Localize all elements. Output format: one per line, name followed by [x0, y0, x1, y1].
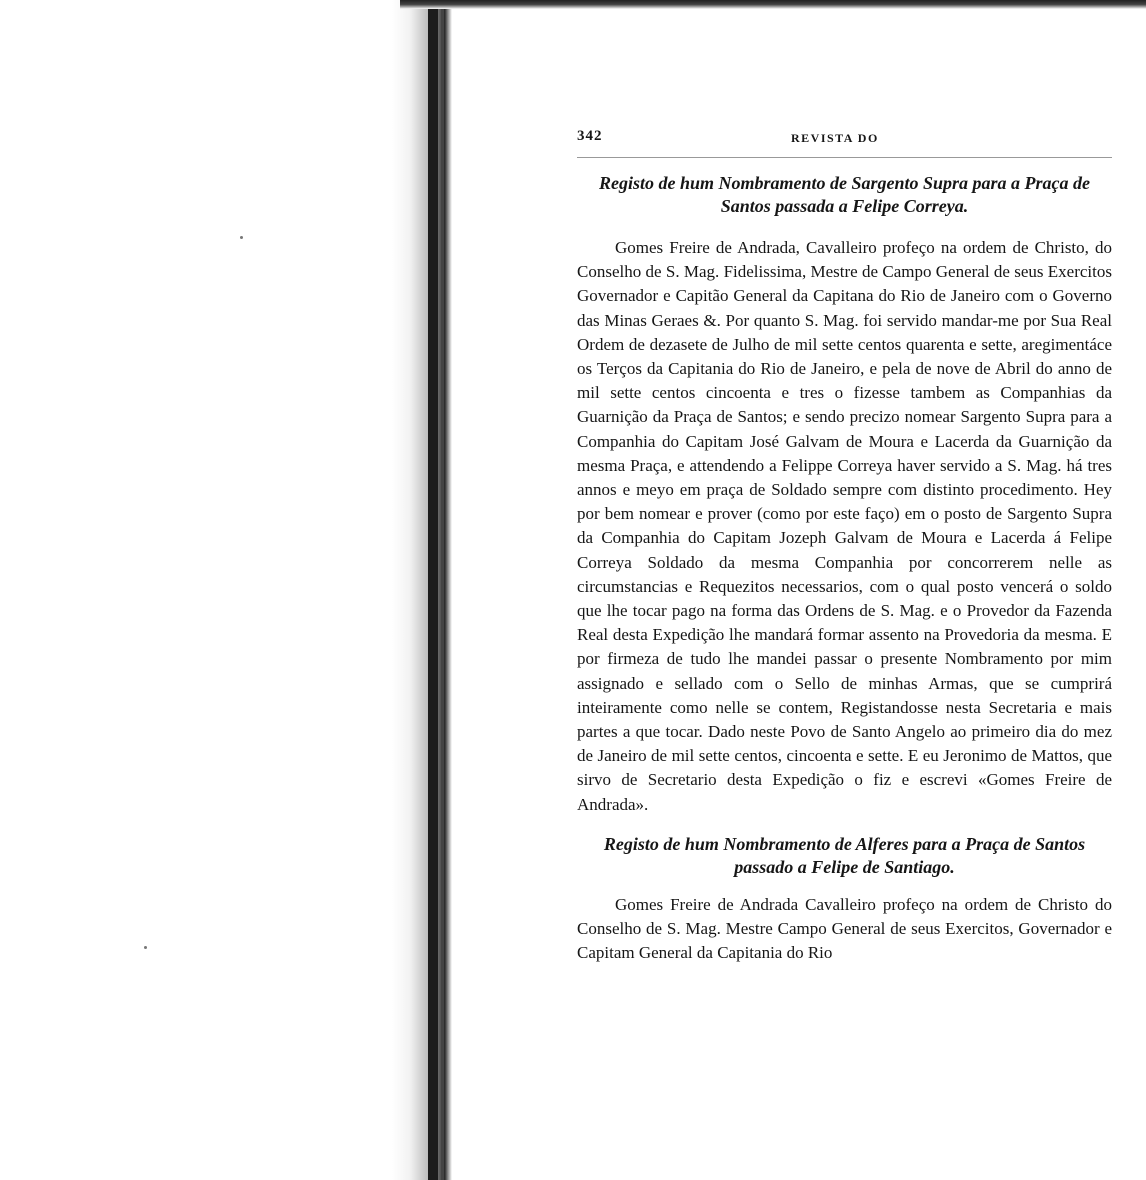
section-body: Gomes Freire de Andrada, Cavalleiro profeço na ordem de Christo, do Conselho de S. Mag. Fidelissima, Mestre de Campo General de seus Exercitos Governador e Capitão General da Capitana do Rio de Janeiro com o Governo das Minas Geraes &. Por quanto S. Mag. foi servido mandar-me por Sua Real Ordem de dezasete de Julho de mil sette centos quarenta e sette, aregimentáce os Terços da Capitania do Rio de Janeiro, e pela de nove de Abril do anno de mil sette centos cincoenta e tres o fizesse tambem as Companhias da Guarnição da Praça de Santos; e sendo precizo nomear Sargento Supra para a Companhia do Capitam José Galvam de Moura e Lacerda da Guarnição da mesma Praça, e attendendo a Felippe Correya haver servido a S. Mag. há tres annos e meyo em praça de Soldado sempre com distinto procedimento. Hey por bem nomear e prover (como por este faço) em o posto de Sargento Supra da Companhia do Capitam Jozeph Galvam de Moura e Lacerda á Felipe Correya Soldado da mesma Companhia por concorrerem nelle as circumstancias e Requezitos necessarios, com o qual posto vencerá o soldo que lhe tocar pago na forma das Ordens de S. Mag. e o Provedor da Fazenda Real desta Expedição lhe mandará formar assento na Provedoria da mesma. E por firmeza de tudo lhe mandei passar o presente Nombramento por mim assignado e sellado com o Sello de minhas Armas, que se cumprirá inteiramente como nelle se contem, Registandosse nesta Secretaria e mais partes a que tocar. Dado neste Povo de Santo Angelo ao primeiro dia do mez de Janeiro de mil sette centos, cincoenta e sette. E eu Jeronimo de Mattos, que sirvo de Secretario desta Expedição o fiz e escrevi «Gomes Freire de Andrada».	[577, 238, 1112, 814]
section-title: Registo de hum Nombramento de Sargento Supra para a Praça de Santos passada a Felipe Correya.	[598, 173, 1091, 216]
top-edge-shadow	[400, 0, 1146, 9]
section-body: Gomes Freire de Andrada Cavalleiro profeço na ordem de Christo do Conselho de S. Mag. Mestre Campo General de seus Exercitos, Governador e Capitam General da Capitania do Rio	[577, 894, 1112, 963]
page-content	[577, 128, 1112, 965]
header-rule	[577, 157, 1112, 158]
section-title: Registo de hum Nombramento de Alferes para a Praça de Santos passado a Felipe de Santiago.	[603, 833, 1086, 877]
page-edge-line	[441, 0, 444, 1180]
page-header	[577, 128, 1112, 152]
running-head: REVISTA DO	[791, 131, 879, 145]
page-edge-binding	[428, 0, 438, 1180]
scan-speck	[240, 236, 243, 239]
scan-speck	[144, 946, 147, 949]
page-number: 342	[577, 128, 603, 144]
